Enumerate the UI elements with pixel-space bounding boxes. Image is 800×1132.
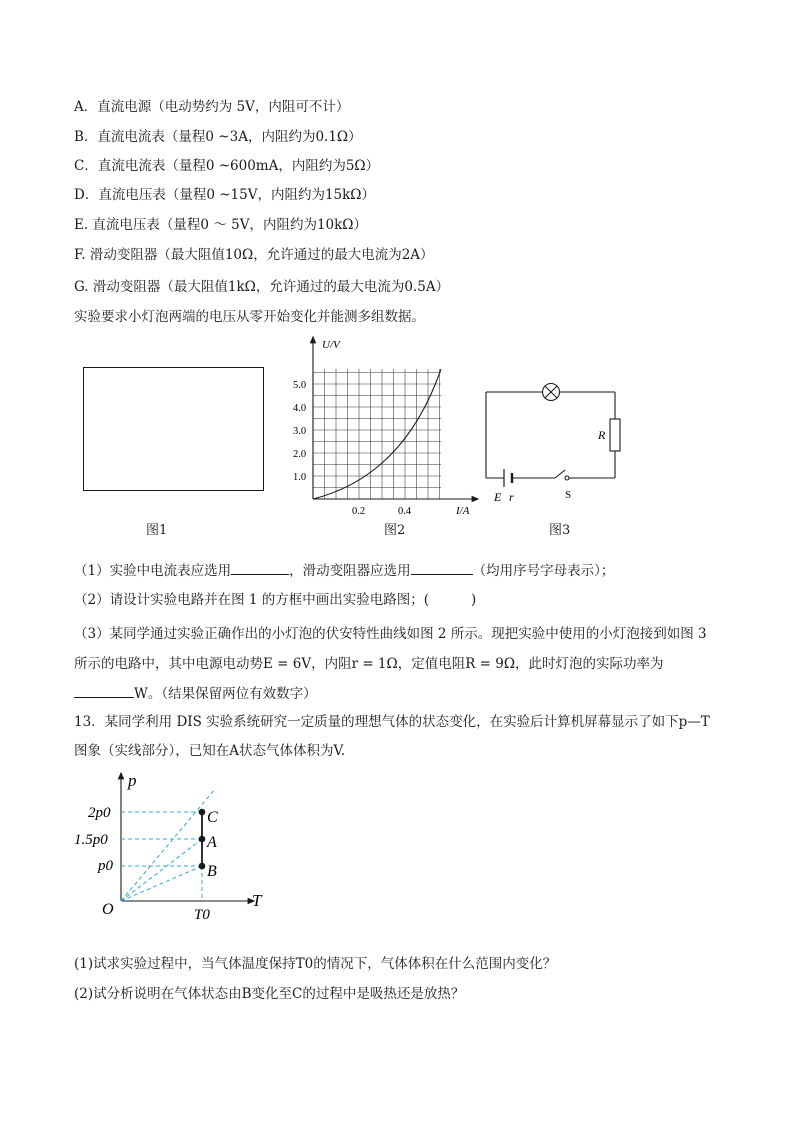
q13-sub2: (2)试分析说明在气体状态由B变化至C的过程中是吸热还是放热？ xyxy=(74,986,465,1002)
q13-origin-label: O xyxy=(102,901,114,918)
option-g: G. 滑动变阻器（最大阻值1kΩ，允许通过的最大电流为0.5A） xyxy=(74,279,450,295)
q13-label-p0: p0 xyxy=(98,858,113,874)
q12-part3-line2: 所示的电路中，其中电源电动势E = 6V，内阻r = 1Ω，定值电阻R = 9Ω，此时灯泡的实际功率为 xyxy=(74,656,664,672)
q13-line2: 图象（实线部分），已知在A状态气体体积为V. xyxy=(74,743,346,759)
q12-part3-text: W。（结果保留两位有效数字） xyxy=(134,686,317,702)
figure-2-y-tick: 4.0 xyxy=(293,403,307,414)
q13-label-b: B xyxy=(207,863,217,880)
q13-isochore-c xyxy=(121,789,215,901)
q13-label-2p0: 2p0 xyxy=(88,805,111,821)
figure-2-y-tick: 3.0 xyxy=(293,426,307,437)
figure-2-x-tick: 0.2 xyxy=(352,506,366,517)
figure-2-y-tick: 1.0 xyxy=(293,472,307,483)
answer-blank-ammeter[interactable] xyxy=(231,560,289,575)
q13-t-axis-label: T xyxy=(252,891,262,910)
q12-part3-line3 xyxy=(74,683,317,704)
q13-line1: 13．某同学利用 DIS 实验系统研究一定质量的理想气体的状态变化，在实验后计算机屏幕显示了如下p—T xyxy=(74,714,710,730)
q12-part1-text-b: ，滑动变阻器应选用 xyxy=(289,563,411,579)
q13-point-c xyxy=(199,809,206,816)
switch-label: S xyxy=(565,489,572,501)
resistor-icon xyxy=(610,419,620,451)
q12-part2 xyxy=(74,590,476,610)
q13-point-a xyxy=(199,836,206,843)
figure-2-iv-curve xyxy=(313,369,441,499)
q13-point-b xyxy=(199,863,206,870)
switch-blade xyxy=(555,470,565,478)
figure-1-box xyxy=(83,367,264,491)
option-d: D．直流电压表（量程0 ~15V，内阻约为15kΩ） xyxy=(74,187,375,203)
answer-blank-power[interactable] xyxy=(74,683,134,698)
source-label-e: E xyxy=(494,490,502,504)
q13-label-1.5p0: 1.5p0 xyxy=(74,832,108,848)
q13-p-axis-label: p xyxy=(128,771,137,790)
answer-blank-rheostat[interactable] xyxy=(411,560,473,575)
q13-label-a: A xyxy=(207,834,217,851)
q12-part1 xyxy=(74,560,614,581)
q13-isochore-b xyxy=(121,866,202,901)
q12-part1-text-c: （均用序号字母表示）； xyxy=(472,563,615,579)
figure-3-circuit xyxy=(476,375,636,505)
option-a: A．直流电源（电动势约为 5V，内阻可不计） xyxy=(74,99,350,115)
q12-part2-text-a: （2）请设计实验电路并在图 1 的方框中画出实验电路图；( xyxy=(74,592,430,608)
figure-2-grid xyxy=(313,369,441,499)
figure-3-caption: 图3 xyxy=(549,523,571,538)
q13-pt-graph xyxy=(74,769,274,929)
option-f: F. 滑动变阻器（最大阻值10Ω，允许通过的最大电流为2A） xyxy=(74,247,434,263)
figure-2-y-axis-label: U/V xyxy=(322,339,340,351)
figure-2-y-tick: 5.0 xyxy=(293,380,307,391)
q13-label-t0: T0 xyxy=(194,907,210,923)
option-b: B．直流电流表（量程0 ~3A，内阻约为0.1Ω） xyxy=(74,129,362,145)
option-e: E. 直流电压表（量程0 ～ 5V，内阻约为10kΩ） xyxy=(74,217,367,233)
resistor-label: R xyxy=(598,428,606,442)
figure-2-caption: 图2 xyxy=(384,523,406,538)
q13-isochore-a xyxy=(121,839,202,901)
requirement-text: 实验要求小灯泡两端的电压从零开始变化并能测多组数据。 xyxy=(74,309,425,325)
switch-contact xyxy=(565,476,569,480)
source-label-r: r xyxy=(509,490,514,504)
q12-part1-text-a: （1）实验中电流表应选用 xyxy=(74,563,232,579)
q12-part2-text-b: ) xyxy=(471,592,477,608)
figure-2-y-tick: 2.0 xyxy=(293,449,307,460)
figure-2-x-axis-label: I/A xyxy=(456,505,470,517)
figure-1-caption: 图1 xyxy=(146,523,168,538)
q13-label-c: C xyxy=(207,809,218,826)
figure-2-graph xyxy=(284,336,484,518)
q12-part3-line1: （3）某同学通过实验正确作出的小灯泡的伏安特性曲线如图 2 所示。现把实验中使用的小灯泡接到如图 3 xyxy=(74,626,707,642)
option-c: C．直流电流表（量程0 ~600mA，内阻约为5Ω） xyxy=(74,158,380,174)
figure-2-x-tick: 0.4 xyxy=(398,506,412,517)
q13-sub1: (1)试求实验过程中，当气体温度保持T0的情况下，气体体积在什么范围内变化？ xyxy=(74,956,557,972)
